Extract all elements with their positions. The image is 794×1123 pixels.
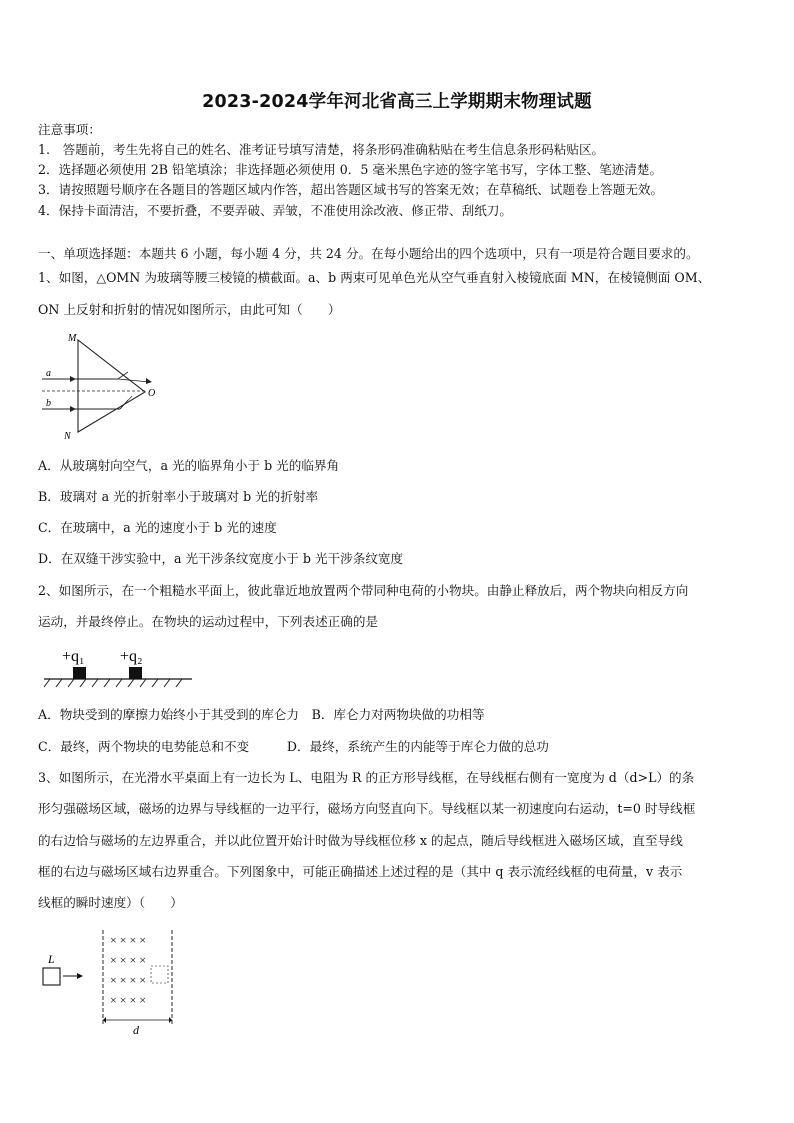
- q3-stem: 框的右边与磁场区域右边界重合。下列图象中，可能正确描述上述过程的是（其中 q 表示流经线框的电荷量，v 表示: [38, 864, 683, 879]
- notice-heading: 注意事项：: [38, 122, 101, 137]
- label-a: a: [46, 368, 51, 379]
- label-N: N: [64, 431, 71, 442]
- prism-figure: [40, 332, 160, 442]
- block-2: [129, 667, 142, 679]
- q2-stem: 运动，并最终停止。在物块的运动过程中，下列表述正确的是: [38, 614, 379, 629]
- q1-option-b: B．玻璃对 a 光的折射率小于玻璃对 b 光的折射率: [38, 489, 319, 504]
- q3-stem: 3、如图所示，在光滑水平桌面上有一边长为 L、电阻为 R 的正方形导线框，在导线框右侧有一宽度为 d（d>L）的条: [38, 770, 695, 785]
- wire-frame: [43, 968, 60, 985]
- notice-item: 2．选择题必须使用 2B 铅笔填涂；非选择题必须使用 0．5 毫米黑色字迹的签字笔书写，字体工整、笔迹清楚。: [38, 162, 663, 177]
- label-M: M: [68, 333, 77, 344]
- field-row: × × × ×: [110, 973, 147, 987]
- q3-stem: 形匀强磁场区域，磁场的边界与导线框的一边平行，磁场方向竖直向下。导线框以某一初速度向右运动，t=0 时导线框: [38, 801, 696, 816]
- q1-stem: ON 上反射和折射的情况如图所示，由此可知（ ）: [38, 302, 341, 317]
- q2-stem: 2、如图所示，在一个粗糙水平面上，彼此靠近地放置两个带同种电荷的小物块。由静止释放后，两个物块向相反方向: [38, 583, 689, 598]
- field-row: × × × ×: [110, 993, 147, 1007]
- section-heading: 一、单项选择题：本题共 6 小题，每小题 4 分，共 24 分。在每小题给出的四个选项中，只有一项是符合题目要求的。: [38, 246, 699, 261]
- q1-stem: 1、如图，△OMN 为玻璃等腰三棱镜的横截面。a、b 两束可见单色光从空气垂直射入棱镜底面 MN，在棱镜侧面 OM、: [38, 270, 711, 285]
- notice-item: 3．请按照题号顺序在各题目的答题区域内作答，超出答题区域书写的答案无效；在草稿纸、试题卷上答题无效。: [38, 182, 664, 197]
- q3-stem: 的右边恰与磁场的左边界重合，并以此位置开始计时做为导线框位移 x 的起点，随后导线框进入磁场区域，直至导线: [38, 833, 683, 848]
- block-1: [73, 667, 86, 679]
- notice-item: 4．保持卡面清洁，不要折叠，不要弄破、弄皱，不准使用涂改液、修正带、刮纸刀。: [38, 203, 512, 218]
- q1-option-a: A．从玻璃射向空气，a 光的临界角小于 b 光的临界角: [38, 458, 340, 473]
- charge-q1-label: +q₁: [62, 648, 85, 665]
- q1-option-d: D．在双缝干涉实验中，a 光干涉条纹宽度小于 b 光干涉条纹宽度: [38, 551, 404, 566]
- magnetic-field-figure: [40, 928, 190, 1038]
- label-b: b: [46, 398, 51, 409]
- charges-figure: [42, 642, 202, 692]
- field-row: × × × ×: [110, 953, 147, 967]
- q2-options: A．物块受到的摩擦力始终小于其受到的库仑力 B．库仑力对两物块做的功相等: [38, 707, 485, 722]
- label-O: O: [148, 388, 156, 399]
- q3-stem: 线框的瞬时速度）（ ）: [38, 895, 183, 910]
- q2-options: C．最终，两个物块的电势能总和不变 D．最终，系统产生的内能等于库仑力做的总功: [38, 739, 549, 754]
- label-d: d: [133, 1023, 139, 1037]
- q1-option-c: C．在玻璃中，a 光的速度小于 b 光的速度: [38, 520, 277, 535]
- field-row: × × × ×: [110, 933, 147, 947]
- label-L: L: [48, 952, 55, 966]
- notice-item: 1. 答题前，考生先将自己的姓名、准考证号填写清楚，将条形码准确粘贴在考生信息条形码粘贴区。: [38, 142, 605, 157]
- page-title: 2023-2024学年河北省高三上学期期末物理试题: [202, 92, 592, 112]
- charge-q2-label: +q₂: [120, 648, 143, 665]
